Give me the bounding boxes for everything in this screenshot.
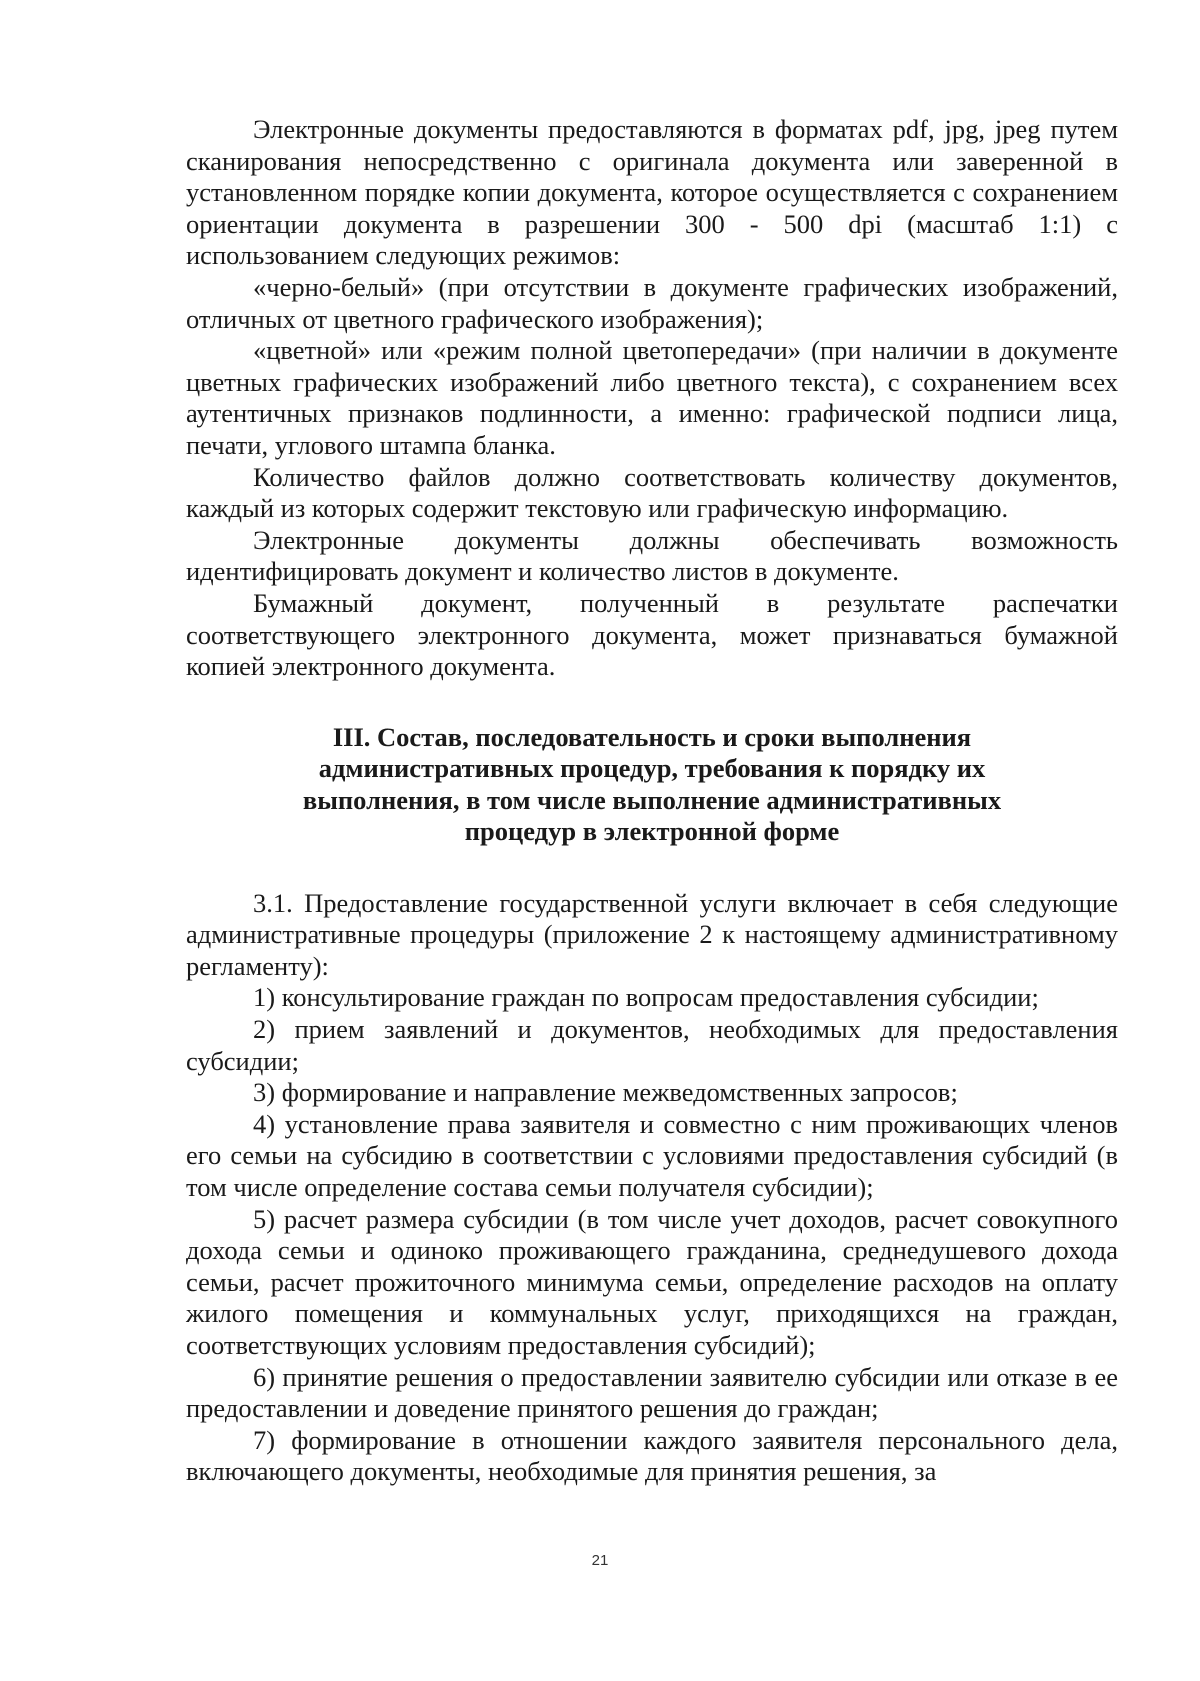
list-item-2: 2) прием заявлений и документов, необходимых для предоставления субсидии;: [186, 1014, 1118, 1076]
list-item-1: 1) консультирование граждан по вопросам предоставления субсидии;: [253, 982, 1039, 1013]
section-heading-line: административных процедур, требования к порядку их: [318, 753, 986, 784]
section-heading: [186, 722, 1118, 848]
paragraph-bw-mode: «черно-белый» (при отсутствии в документе графических изображений, отличных от цветного графического изображения);: [186, 271, 1118, 334]
list-item-7: 7) формирование в отношении каждого заявителя персонального дела, включающего документы, необходимые для принятия решения, за: [186, 1424, 1118, 1487]
paragraph-file-count: Количество файлов должно соответствовать количеству документов, каждый из которых содержит текстовую или графическую информацию.: [186, 461, 1118, 524]
paragraph-color-mode: «цветной» или «режим полной цветопередачи» (при наличии в документе цветных графических изображений либо цветного текста), с сохранением всех аутентичных признаков подлинности, а именно: графической подписи лица, печати, углового штампа бланка.: [186, 335, 1118, 460]
document-page: [186, 114, 1118, 1488]
paragraph-3-1: 3.1. Предоставление государственной услуги включает в себя следующие административные процедуры (приложение 2 к настоящему административному регламенту):: [186, 887, 1118, 981]
list-item-3: 3) формирование и направление межведомственных запросов;: [253, 1077, 958, 1108]
section-heading-line: процедур в электронной форме: [464, 816, 840, 847]
list-item-6: 6) принятие решения о предоставлении заявителю субсидии или отказе в ее предоставлении и доведение принятого решения до граждан;: [186, 1361, 1118, 1424]
paragraph-electronic-formats: Электронные документы предоставляются в форматах pdf, jpg, jpeg путем сканирования непосредственно с оригинала документа или заверенной в установленном порядке копии документа, которое осуществляется с сохранением ориентации документа в разрешении 300 - 500 dpi (масштаб 1:1) с использованием следующих режимов:: [186, 114, 1118, 271]
paragraph-identification: Электронные документы должны обеспечивать возможность идентифицировать документ и количество листов в документе.: [186, 524, 1118, 587]
section-heading-line: III. Состав, последовательность и сроки выполнения: [332, 721, 972, 752]
page-number: 21: [591, 1552, 609, 1569]
paragraph-paper-copy: Бумажный документ, полученный в результате распечатки соответствующего электронного документа, может признаваться бумажной копией электронного документа.: [186, 587, 1118, 682]
list-item-5: 5) расчет размера субсидии (в том числе учет доходов, расчет совокупного дохода семьи и одиноко проживающего гражданина, среднедушевого дохода семьи, расчет прожиточного минимума семьи, определение расходов на оплату жилого помещения и коммунальных услуг, приходящихся на граждан, соответствующих условиям предоставления субсидий);: [186, 1203, 1118, 1360]
section-heading-line: выполнения, в том числе выполнение административных: [302, 784, 1002, 815]
list-item-4: 4) установление права заявителя и совместно с ним проживающих членов его семьи на субсидию в соответствии с условиями предоставления субсидий (в том числе определение состава семьи получателя субсидии);: [186, 1108, 1118, 1203]
